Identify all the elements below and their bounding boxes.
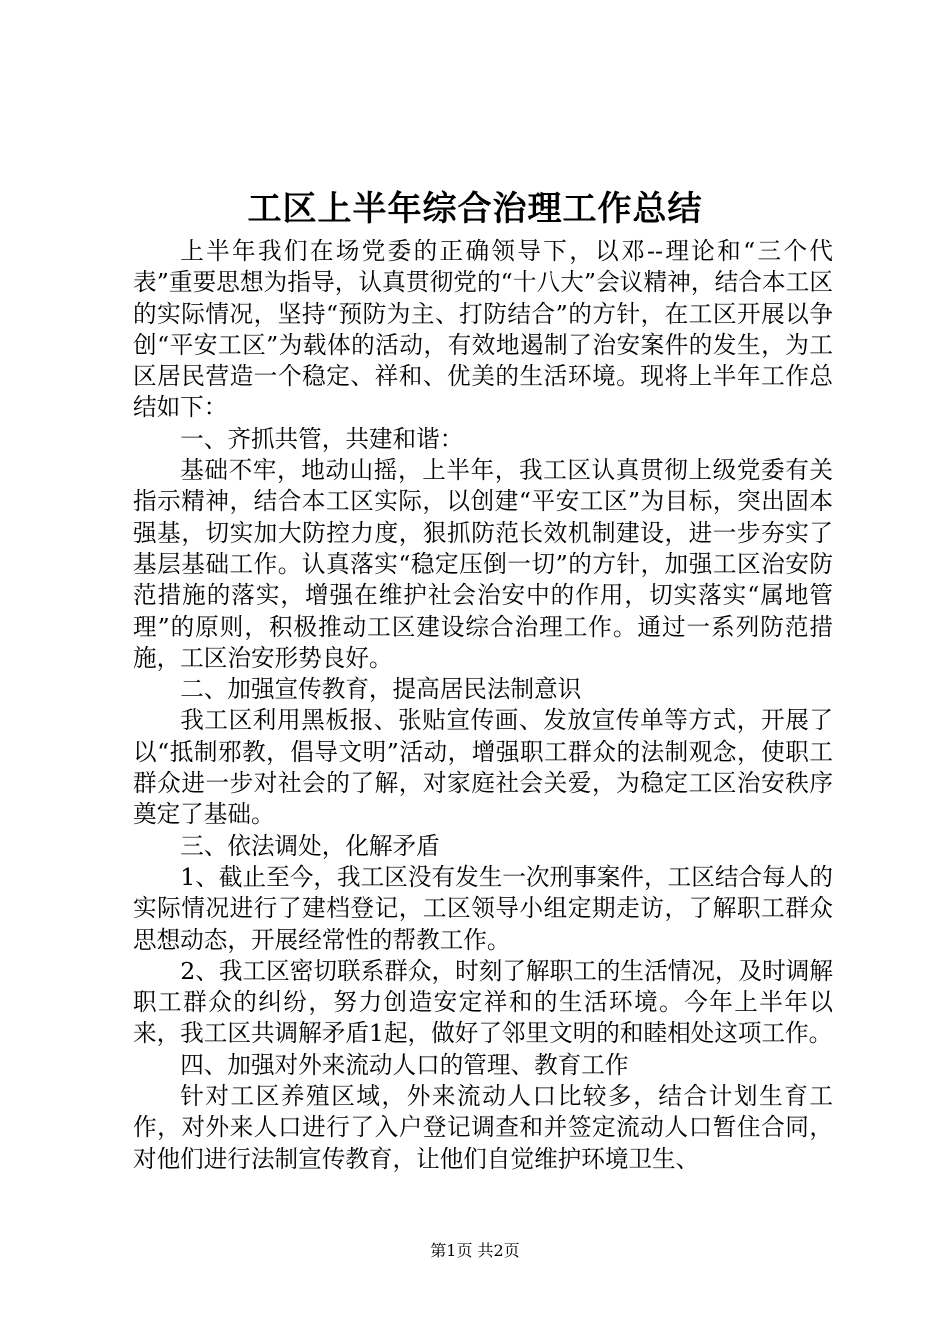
section-heading-1: 一、齐抓共管，共建和谐： (180, 424, 464, 453)
section-2-paragraph: 我工区利用黑板报、张贴宣传画、发放宣传单等方式，开展了以“抵制邪教，倡导文明”活动，增强职工群众的法制观念，使职工群众进一步对社会的了解，对家庭社会关爱，为稳定工区治安秩序奠定了基础。 (133, 706, 833, 829)
section-3-item-2: 2、我工区密切联系群众，时刻了解职工的生活情况，及时调解职工群众的纠纷，努力创造安定祥和的生活环境。今年上半年以来，我工区共调解矛盾1起，做好了邻里文明的和睦相处这项工作。 (133, 956, 833, 1048)
section-4-paragraph: 针对工区养殖区域，外来流动人口比较多，结合计划生育工作，对外来人口进行了入户登记调查和并签定流动人口暂住合同，对他们进行法制宣传教育，让他们自觉维护环境卫生、 (133, 1082, 833, 1173)
section-heading-4: 四、加强对外来流动人口的管理、教育工作 (180, 1050, 629, 1079)
document-body (133, 236, 833, 1175)
section-heading-3: 三、依法调处，化解矛盾 (180, 831, 440, 860)
intro-paragraph: 上半年我们在场党委的正确领导下，以邓--理论和“三个代表”重要思想为指导，认真贯彻党的“十八大”会议精神，结合本工区的实际情况，坚持“预防为主、打防结合”的方针，在工区开展以争创“平安工区”为载体的活动，有效地遏制了治安案件的发生，为工区居民营造一个稳定、祥和、优美的生活环境。现将上半年工作总结如下： (133, 237, 833, 422)
page-footer: 第1页 共2页 (430, 1241, 520, 1260)
section-3-item-1: 1、截止至今，我工区没有发生一次刑事案件，工区结合每人的实际情况进行了建档登记，工区领导小组定期走访，了解职工群众思想动态，开展经常性的帮教工作。 (133, 862, 833, 954)
document-title: 工区上半年综合治理工作总结 (247, 189, 703, 229)
section-heading-2: 二、加强宣传教育，提高居民法制意识 (180, 675, 582, 704)
section-1-paragraph: 基础不牢，地动山摇，上半年，我工区认真贯彻上级党委有关指示精神，结合本工区实际，以创建“平安工区”为目标，突出固本强基，切实加大防控力度，狠抓防范长效机制建设，进一步夯实了基层基础工作。认真落实“稳定压倒一切”的方针，加强工区治安防范措施的落实，增强在维护社会治安中的作用，切实落实“属地管理”的原则，积极推动工区建设综合治理工作。通过一系列防范措施，工区治安形势良好。 (133, 456, 833, 672)
